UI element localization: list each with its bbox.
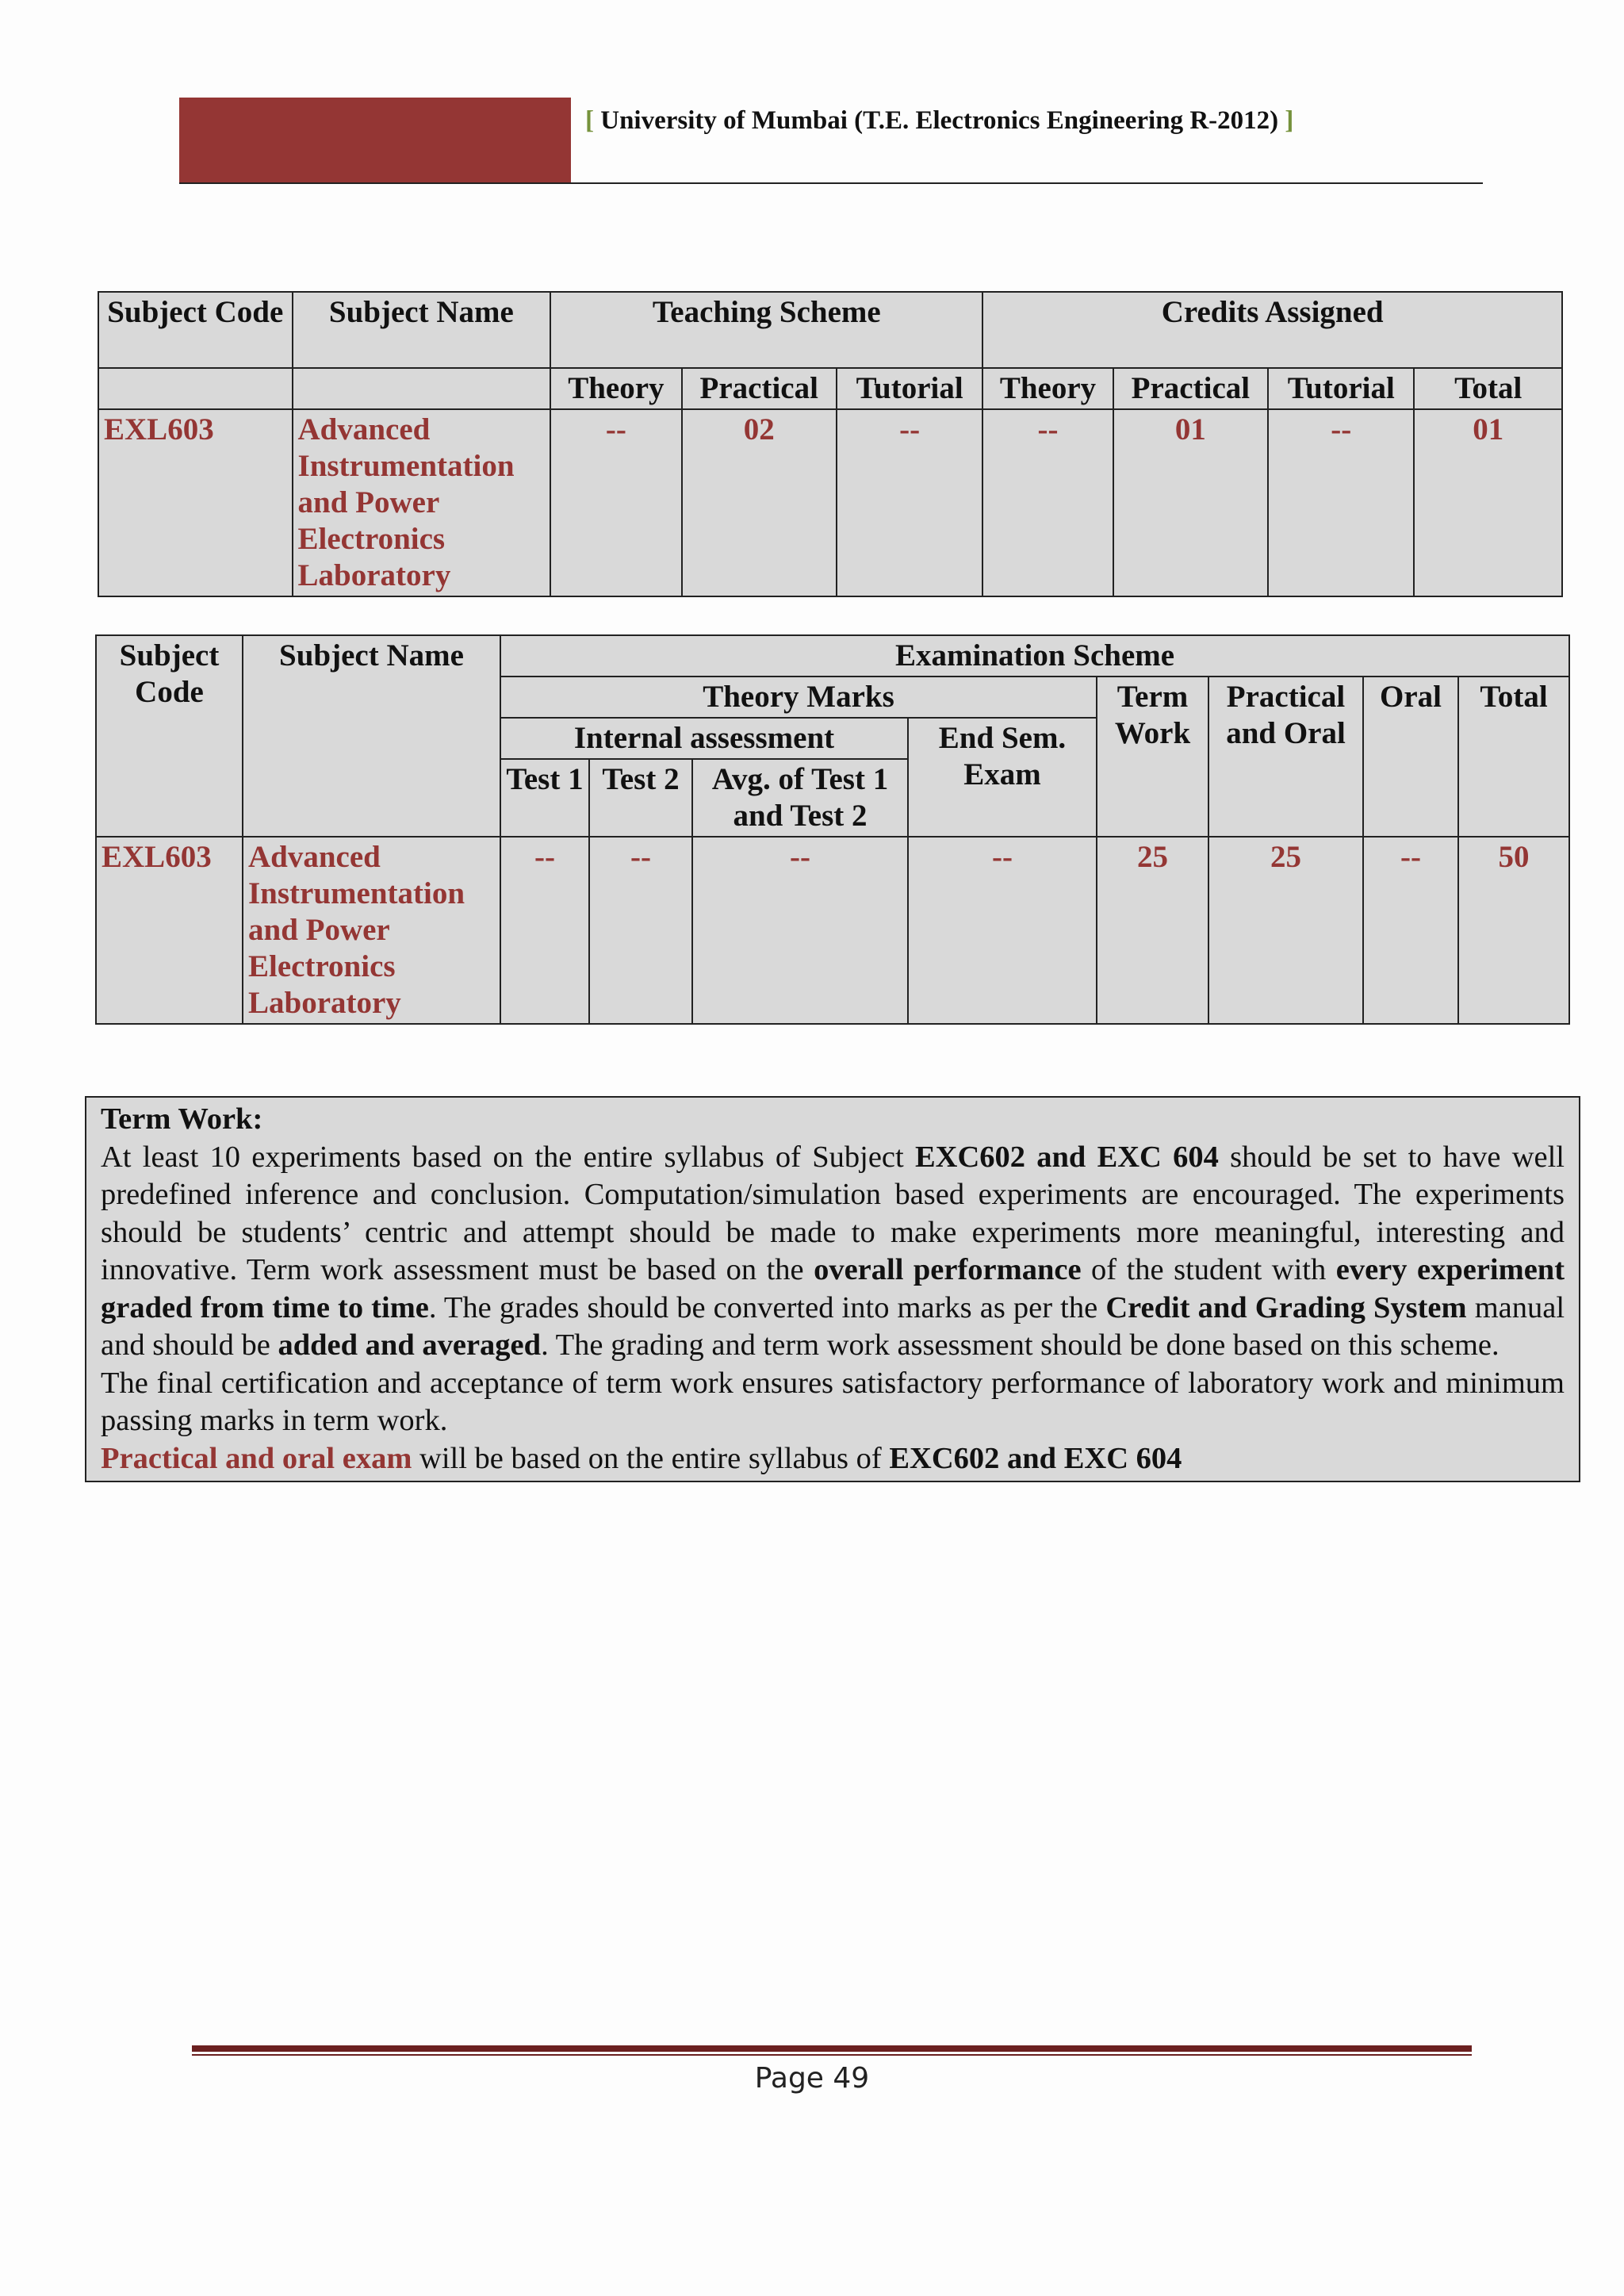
term-work-box <box>85 1096 1580 1482</box>
teaching-scheme-table <box>98 291 1563 597</box>
header-test-1: Test 1 <box>500 759 589 837</box>
bold-span: overall performance <box>814 1253 1082 1286</box>
bold-span: Credit and Grading System <box>1105 1290 1467 1324</box>
credits-theory-value: -- <box>982 409 1113 596</box>
header-subject-code: Subject Code <box>96 635 243 837</box>
header-bracket-close: ] <box>1285 106 1294 135</box>
term-work-paragraph-1 <box>101 1139 1565 1365</box>
end-sem-value: -- <box>908 837 1097 1024</box>
header-oral: Oral <box>1363 677 1458 837</box>
subject-name: Advanced Instrumentation and Power Electronics Laboratory <box>243 837 500 1024</box>
footer-divider <box>192 2045 1472 2052</box>
red-span: Practical and oral exam <box>101 1441 412 1475</box>
header-term-work: Term Work <box>1097 677 1208 837</box>
credits-practical-value: 01 <box>1113 409 1268 596</box>
header-teaching-scheme: Teaching Scheme <box>550 292 982 368</box>
header-bracket-open: [ <box>585 106 594 135</box>
header-practical-and-oral: Practical and Oral <box>1208 677 1363 837</box>
bold-span: every experiment graded from time to time <box>101 1253 1565 1324</box>
empty-cell <box>98 368 293 409</box>
header-credits-tutorial: Tutorial <box>1268 368 1414 409</box>
text-span: . The grades should be converted into marks as per the <box>428 1290 1106 1324</box>
avg-test-value: -- <box>692 837 908 1024</box>
subject-name: Advanced Instrumentation and Power Electronics Laboratory <box>293 409 551 596</box>
header-subject-name: Subject Name <box>293 292 551 368</box>
credits-tutorial-value: -- <box>1268 409 1414 596</box>
header-total: Total <box>1458 677 1569 837</box>
empty-cell <box>293 368 551 409</box>
header-end-sem-exam: End Sem. Exam <box>908 718 1097 837</box>
header-color-block <box>179 98 571 183</box>
header-credits-practical: Practical <box>1113 368 1268 409</box>
header-test-2: Test 2 <box>589 759 692 837</box>
header-divider <box>179 182 1483 184</box>
credits-total-value: 01 <box>1414 409 1562 596</box>
oral-value: -- <box>1363 837 1458 1024</box>
term-work-heading: Term Work: <box>101 1102 263 1136</box>
teaching-tutorial-value: -- <box>837 409 982 596</box>
header-credits-theory: Theory <box>982 368 1113 409</box>
bold-span: EXC602 and EXC 604 <box>914 1140 1219 1174</box>
footer-divider-thin <box>192 2054 1472 2056</box>
text-span: of the student with <box>1081 1253 1336 1286</box>
bold-span: added and averaged <box>278 1328 542 1362</box>
header-teaching-theory: Theory <box>550 368 681 409</box>
text-span: should be set to have well predefined inference and conclusion. Computation/simulation based experiments are encouraged. The experiments should be students’ centric and attempt should be made to make experiments more meaningful, interesting and innovative. Term work assessment must be based on the <box>101 1140 1565 1286</box>
teaching-practical-value: 02 <box>682 409 837 596</box>
practical-oral-value: 25 <box>1208 837 1363 1024</box>
test-1-value: -- <box>500 837 589 1024</box>
term-work-paragraph-2: The final certification and acceptance of term work ensures satisfactory performance of laboratory work and minimum passing marks in term work. <box>101 1366 1565 1437</box>
text-span: will be based on the entire syllabus of <box>412 1441 890 1475</box>
teaching-theory-value: -- <box>550 409 681 596</box>
header-teaching-practical: Practical <box>682 368 837 409</box>
header-subject-code: Subject Code <box>98 292 293 368</box>
text-span: manual and should be <box>101 1290 1565 1362</box>
test-2-value: -- <box>589 837 692 1024</box>
page-number: Page 49 <box>754 2062 870 2095</box>
text-span: . The grading and term work assessment should be done based on this scheme. <box>541 1328 1500 1362</box>
header-title-text: University of Mumbai (T.E. Electronics Engineering R-2012) <box>600 106 1279 135</box>
header-credits-assigned: Credits Assigned <box>982 292 1562 368</box>
subject-code: EXL603 <box>96 837 243 1024</box>
bold-span: EXC602 and EXC 604 <box>889 1441 1182 1475</box>
header-title <box>585 106 1293 136</box>
text-span: At least 10 experiments based on the entire syllabus of Subject <box>101 1140 915 1174</box>
total-value: 50 <box>1458 837 1569 1024</box>
subject-code: EXL603 <box>98 409 293 596</box>
header-internal-assessment: Internal assessment <box>500 718 908 759</box>
header-teaching-tutorial: Tutorial <box>837 368 982 409</box>
header-examination-scheme: Examination Scheme <box>500 635 1569 677</box>
examination-scheme-table <box>95 634 1570 1025</box>
term-work-paragraph-3 <box>101 1440 1565 1478</box>
header-theory-marks: Theory Marks <box>500 677 1097 718</box>
header-avg-test: Avg. of Test 1 and Test 2 <box>692 759 908 837</box>
header-subject-name: Subject Name <box>243 635 500 837</box>
header-credits-total: Total <box>1414 368 1562 409</box>
term-work-value: 25 <box>1097 837 1208 1024</box>
